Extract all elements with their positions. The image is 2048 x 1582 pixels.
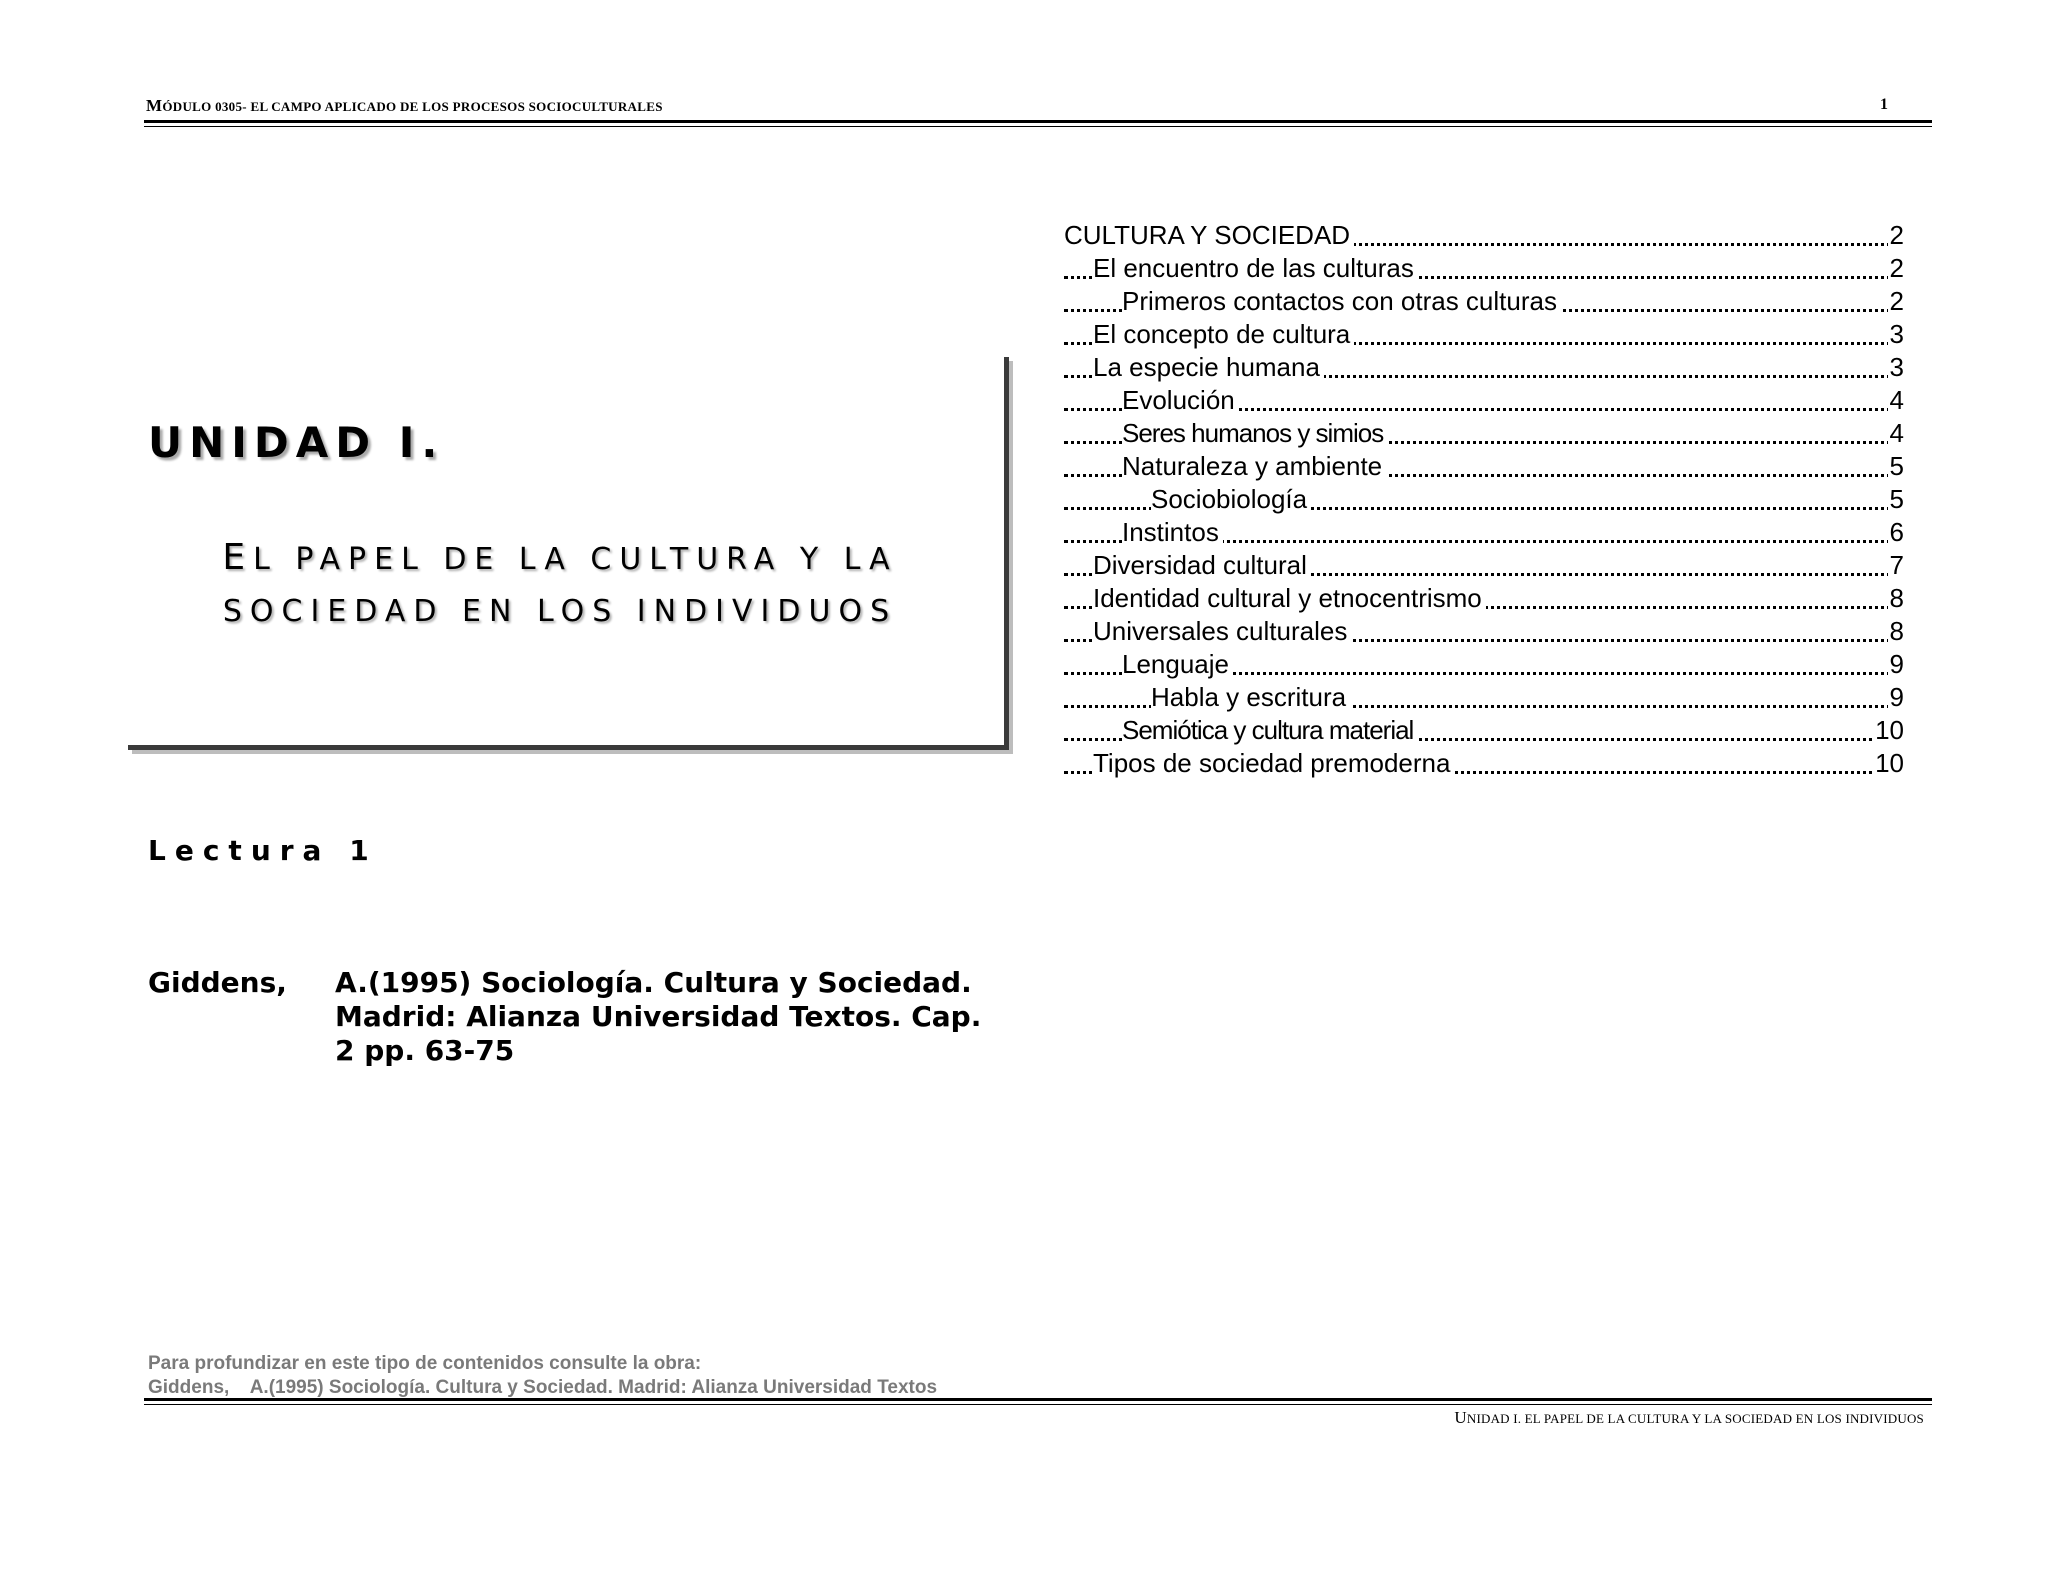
unit-subtitle	[160, 532, 960, 638]
table-of-contents	[1064, 220, 1904, 781]
toc-entry-page: 2	[1889, 220, 1904, 250]
toc-entry[interactable]	[1064, 253, 1904, 286]
toc-entry[interactable]	[1064, 484, 1904, 517]
toc-entry[interactable]	[1064, 649, 1904, 682]
citation-line-1: A.(1995) Sociología. Cultura y Sociedad.	[335, 966, 972, 999]
toc-entry[interactable]	[1064, 220, 1904, 253]
toc-entry[interactable]	[1064, 682, 1904, 715]
toc-entry-label: Sociobiología	[1151, 484, 1311, 515]
module-title	[146, 96, 663, 116]
toc-entry-label: Tipos de sociedad premoderna	[1093, 748, 1454, 779]
toc-entry[interactable]	[1064, 451, 1904, 484]
citation-author: Giddens,	[148, 966, 287, 999]
toc-entry-label: El encuentro de las culturas	[1093, 253, 1418, 284]
footer-title-cap: U	[1454, 1408, 1467, 1427]
header-rule-thick	[144, 120, 1932, 123]
module-name: EL CAMPO APLICADO DE LOS PROCESOS SOCIOCULTURALES	[246, 99, 663, 114]
toc-entry[interactable]	[1064, 319, 1904, 352]
reading-label: Lectura 1	[148, 834, 378, 867]
toc-entry-label: Identidad cultural y etnocentrismo	[1093, 583, 1486, 614]
unit-subtitle-line-1	[160, 532, 960, 586]
toc-entry-label: Instintos	[1122, 517, 1223, 548]
toc-entry-page: 8	[1889, 616, 1904, 646]
toc-entry-page: 2	[1889, 253, 1904, 283]
toc-entry-page: 5	[1889, 484, 1904, 514]
toc-entry[interactable]	[1064, 748, 1904, 781]
toc-entry-label: Evolución	[1122, 385, 1239, 416]
toc-entry-page: 10	[1875, 715, 1904, 745]
toc-entry-label: Seres humanos y simios	[1122, 418, 1387, 449]
toc-entry-page: 8	[1889, 583, 1904, 613]
unit-title: UNIDAD I.	[148, 418, 445, 467]
toc-entry-page: 2	[1889, 286, 1904, 316]
toc-entry-page: 4	[1889, 418, 1904, 448]
toc-entry[interactable]	[1064, 715, 1904, 748]
toc-entry[interactable]	[1064, 583, 1904, 616]
toc-entry-page: 7	[1889, 550, 1904, 580]
toc-entry-page: 5	[1889, 451, 1904, 481]
footer-title-text: NIDAD I. EL PAPEL DE LA CULTURA Y LA SOCIEDAD EN LOS INDIVIDUOS	[1466, 1411, 1924, 1426]
toc-entry[interactable]	[1064, 517, 1904, 550]
toc-entry-label: Lenguaje	[1122, 649, 1233, 680]
toc-entry-label: El concepto de cultura	[1093, 319, 1354, 350]
page-header	[146, 94, 1932, 118]
toc-entry-page: 3	[1889, 319, 1904, 349]
toc-entry-label: CULTURA Y SOCIEDAD	[1064, 220, 1354, 251]
module-code: ÓDULO 0305-	[162, 99, 247, 114]
toc-entry[interactable]	[1064, 550, 1904, 583]
toc-entry-page: 9	[1889, 682, 1904, 712]
toc-entry[interactable]	[1064, 286, 1904, 319]
toc-entry-page: 6	[1889, 517, 1904, 547]
footer-rule-thin	[144, 1404, 1932, 1405]
toc-entry-label: Naturaleza y ambiente	[1122, 451, 1386, 482]
toc-entry[interactable]	[1064, 616, 1904, 649]
citation-text	[335, 966, 1015, 1068]
toc-entry-label: Primeros contactos con otras culturas	[1122, 286, 1561, 317]
toc-entry-page: 9	[1889, 649, 1904, 679]
citation-line-3: 2 pp. 63-75	[335, 1034, 515, 1067]
page-number: 1	[1880, 96, 1888, 113]
toc-entry-page: 10	[1875, 748, 1904, 778]
toc-entry-label: La especie humana	[1093, 352, 1324, 383]
toc-entry-label: Semiótica y cultura material	[1122, 715, 1417, 746]
toc-entry-label: Habla y escritura	[1151, 682, 1350, 713]
unit-subtitle-line-2: SOCIEDAD EN LOS INDIVIDUOS	[222, 594, 898, 629]
footer-note-line-1: Para profundizar en este tipo de contenidos consulte la obra:	[148, 1353, 702, 1374]
subtitle-line-1-text: L PAPEL DE LA CULTURA Y LA	[253, 542, 898, 577]
toc-entry[interactable]	[1064, 352, 1904, 385]
citation-line-2: Madrid: Alianza Universidad Textos. Cap.	[335, 1000, 982, 1033]
footer-reference-note	[148, 1352, 937, 1400]
footer-unit-title	[1454, 1408, 1924, 1428]
subtitle-cap: E	[222, 537, 254, 578]
toc-entry-page: 3	[1889, 352, 1904, 382]
header-rule-thin	[144, 126, 1932, 127]
toc-entry-label: Diversidad cultural	[1093, 550, 1311, 581]
toc-entry-page: 4	[1889, 385, 1904, 415]
toc-entry-label: Universales culturales	[1093, 616, 1351, 647]
toc-entry[interactable]	[1064, 418, 1904, 451]
footer-note-line-2: Giddens, A.(1995) Sociología. Cultura y Sociedad. Madrid: Alianza Universidad Textos	[148, 1377, 938, 1398]
toc-entry[interactable]	[1064, 385, 1904, 418]
footer-rule-thick	[144, 1398, 1932, 1401]
module-title-cap: M	[146, 96, 163, 115]
